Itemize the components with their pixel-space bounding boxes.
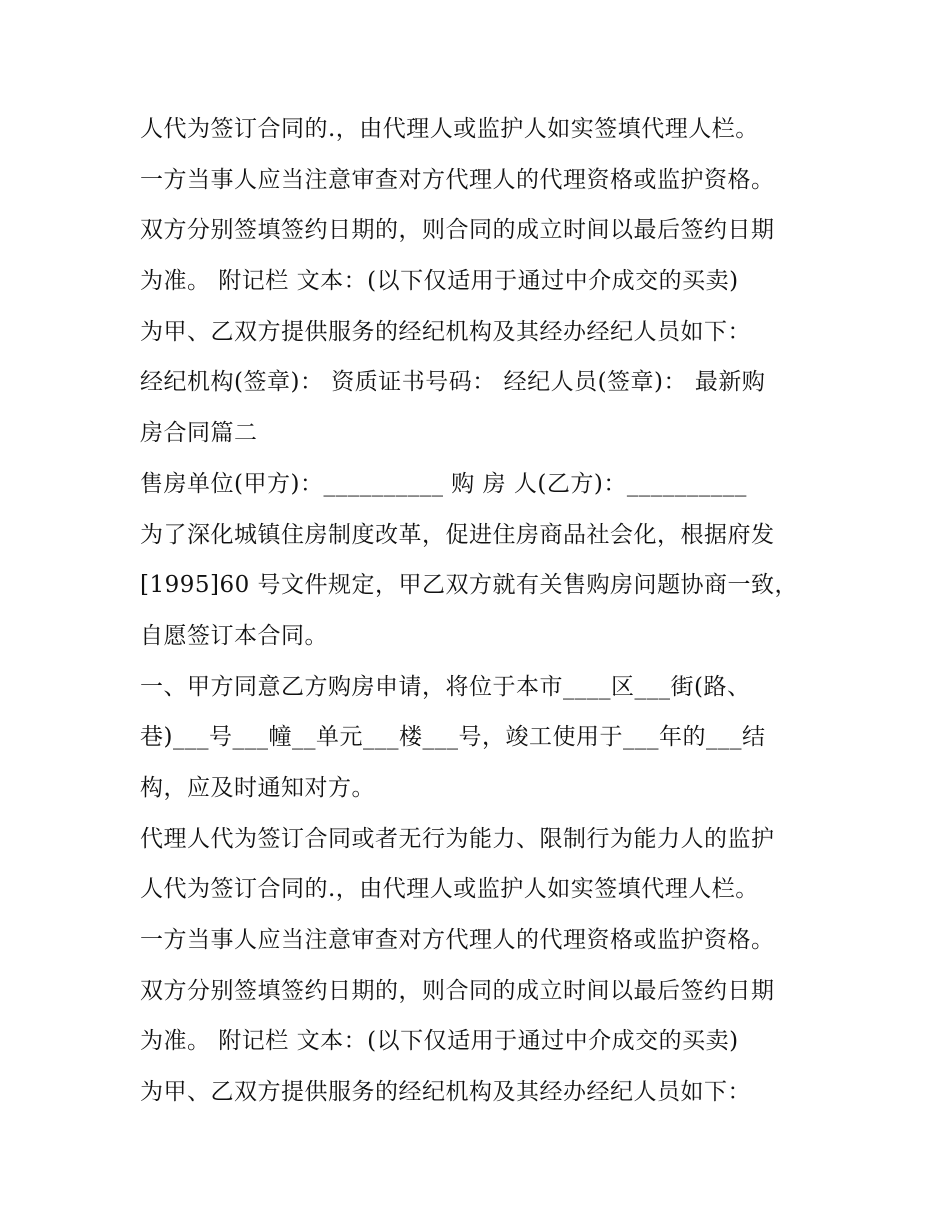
document-body (140, 104, 830, 1118)
text-line: 经纪机构(签章)： 资质证书号码： 经纪人员(签章)： 最新购 (140, 369, 766, 396)
text-line: 一方当事人应当注意审查对方代理人的代理资格或监护资格。 (140, 927, 775, 953)
text-line: 代理人代为签订合同或者无行为能力、限制行为能力人的监护 (140, 825, 775, 852)
text-line: 为准。 附记栏 文本：(以下仅适用于通过中介成交的买卖) (140, 268, 739, 295)
text-line: 一方当事人应当注意审查对方代理人的代理资格或监护资格。 (140, 166, 775, 193)
text-line: [1995]60 号文件规定，甲乙双方就有关售购房问题协商一致， (140, 572, 799, 599)
text-line: 为准。 附记栏 文本：(以下仅适用于通过中介成交的买卖) (140, 1028, 739, 1055)
text-line: 为了深化城镇住房制度改革，促进住房商品社会化，根据府发 (140, 521, 775, 548)
text-line: 人代为签订合同的.，由代理人或监护人如实签填代理人栏。 (140, 116, 759, 142)
text-line: 双方分别签填签约日期的，则合同的成立时间以最后签约日期 (140, 217, 775, 244)
parties-line: 售房单位(甲方)：__________ 购 房 人(乙方)：__________ (140, 470, 747, 497)
text-line: 为甲、乙双方提供服务的经纪机构及其经办经纪人员如下： (140, 318, 751, 345)
text-line: 为甲、乙双方提供服务的经纪机构及其经办经纪人员如下： (140, 1079, 751, 1106)
section-heading: 房合同篇二 (140, 420, 258, 447)
text-line: 人代为签订合同的.，由代理人或监护人如实签填代理人栏。 (140, 876, 759, 903)
text-line: 双方分别签填签约日期的，则合同的成立时间以最后签约日期 (140, 977, 775, 1004)
clause-line: 一、甲方同意乙方购房申请，将位于本市____区___街(路、 (140, 673, 751, 700)
text-line: 自愿签订本合同。 (140, 622, 328, 649)
clause-line: 构，应及时通知对方。 (140, 774, 375, 801)
clause-line: 巷)___号___幢__单元___楼___号，竣工使用于___年的___结 (140, 724, 766, 751)
